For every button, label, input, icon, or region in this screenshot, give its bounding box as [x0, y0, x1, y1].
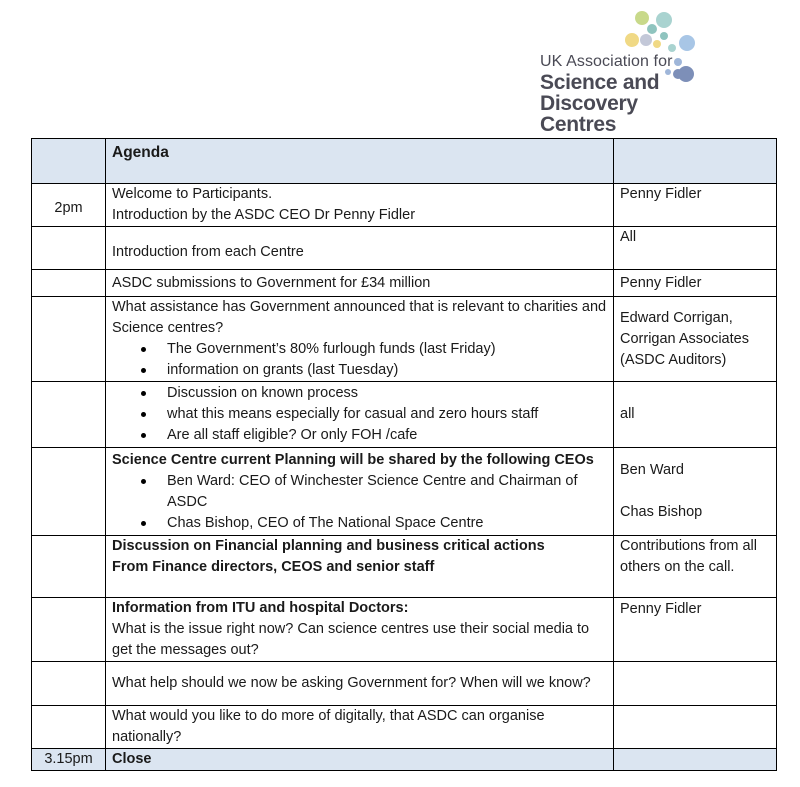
item-cell — [106, 598, 614, 662]
time-cell — [32, 227, 106, 270]
item-heading: Discussion on Financial planning and business critical actions — [112, 538, 545, 554]
list-item: information on grants (last Tuesday) — [167, 360, 607, 381]
item-heading: Information from ITU and hospital Doctors: — [112, 600, 409, 616]
time-cell — [32, 382, 106, 448]
item-cell — [106, 184, 614, 227]
logo-dot — [640, 34, 652, 46]
item-cell — [106, 706, 614, 749]
item-line: Introduction by the ASDC CEO Dr Penny Fidler — [112, 207, 416, 223]
time-cell — [32, 536, 106, 598]
who-cell — [614, 662, 777, 706]
who-cell — [614, 139, 777, 184]
logo-dot — [647, 24, 657, 34]
table-row — [32, 706, 777, 749]
item-line: Welcome to Participants. — [112, 186, 273, 202]
time-cell — [32, 662, 106, 706]
item-cell — [106, 227, 614, 270]
time-cell — [32, 139, 106, 184]
logo-dot — [668, 44, 676, 52]
item-cell — [106, 382, 614, 448]
who-line: Ben Ward — [620, 462, 684, 478]
item-line: What would you like to do more of digitally, that ASDC can organise nationally? — [112, 708, 545, 745]
logo-dot — [653, 40, 661, 48]
who-cell: all — [614, 382, 777, 448]
list-item: Discussion on known process — [167, 383, 607, 404]
time-cell — [32, 297, 106, 382]
list-item: Chas Bishop, CEO of The National Space Centre — [167, 513, 607, 534]
agenda-table — [31, 138, 777, 771]
item-cell — [106, 662, 614, 706]
item-heading: Science Centre current Planning will be shared by the following CEOs — [112, 451, 594, 468]
logo-line-2: Science and — [540, 71, 660, 94]
list-item: Ben Ward: CEO of Winchester Science Centre and Chairman of ASDC — [167, 471, 607, 513]
table-row — [32, 270, 777, 297]
time-cell — [32, 270, 106, 297]
time-cell: 2pm — [32, 184, 106, 227]
table-header-row — [32, 139, 777, 184]
list-item: Are all staff eligible? Or only FOH /cafe — [167, 425, 607, 446]
logo-line-1: UK Association for — [540, 53, 673, 70]
who-cell — [614, 749, 777, 771]
table-row — [32, 382, 777, 448]
time-cell: 3.15pm — [32, 749, 106, 771]
table-row — [32, 662, 777, 706]
item-line: Introduction from each Centre — [112, 243, 304, 260]
table-row — [32, 227, 777, 270]
table-row — [32, 598, 777, 662]
item-line: What assistance has Government announced that is relevant to charities and Science centres? — [112, 299, 607, 336]
who-cell: Penny Fidler — [614, 184, 777, 227]
item-cell — [106, 297, 614, 382]
logo-dot — [679, 35, 695, 51]
logo-dot — [625, 33, 639, 47]
list-item: The Government’s 80% furlough funds (last Friday) — [167, 339, 607, 360]
logo-dot — [656, 12, 672, 28]
item-line: What help should we now be asking Government for? When will we know? — [112, 675, 591, 691]
list-item: what this means especially for casual and zero hours staff — [167, 404, 607, 425]
logo-dot — [635, 11, 649, 25]
who-line: Chas Bishop — [620, 504, 703, 520]
time-cell — [32, 706, 106, 749]
who-cell: Edward Corrigan, Corrigan Associates (ASDC Auditors) — [614, 297, 777, 382]
table-row — [32, 536, 777, 598]
time-cell — [32, 448, 106, 536]
logo-dot — [660, 32, 668, 40]
table-footer-row — [32, 749, 777, 771]
logo-line-3: Discovery Centres — [540, 92, 638, 136]
item-cell — [106, 270, 614, 297]
item-line: ASDC submissions to Government for £34 million — [112, 274, 431, 291]
asdc-logo — [538, 10, 718, 136]
who-cell — [614, 448, 777, 536]
who-cell: All — [614, 227, 777, 270]
agenda-heading: Agenda — [106, 139, 614, 184]
item-heading: From Finance directors, CEOS and senior staff — [112, 559, 435, 575]
table-row — [32, 448, 777, 536]
who-cell — [614, 706, 777, 749]
who-cell: Penny Fidler — [614, 270, 777, 297]
who-cell: Contributions from all others on the call. — [614, 536, 777, 598]
close-label: Close — [106, 749, 614, 771]
table-row — [32, 297, 777, 382]
item-line: What is the issue right now? Can science centres use their social media to get the messages out? — [112, 621, 590, 658]
table-row — [32, 184, 777, 227]
time-cell — [32, 598, 106, 662]
who-cell: Penny Fidler — [614, 598, 777, 662]
item-cell — [106, 448, 614, 536]
item-cell — [106, 536, 614, 598]
